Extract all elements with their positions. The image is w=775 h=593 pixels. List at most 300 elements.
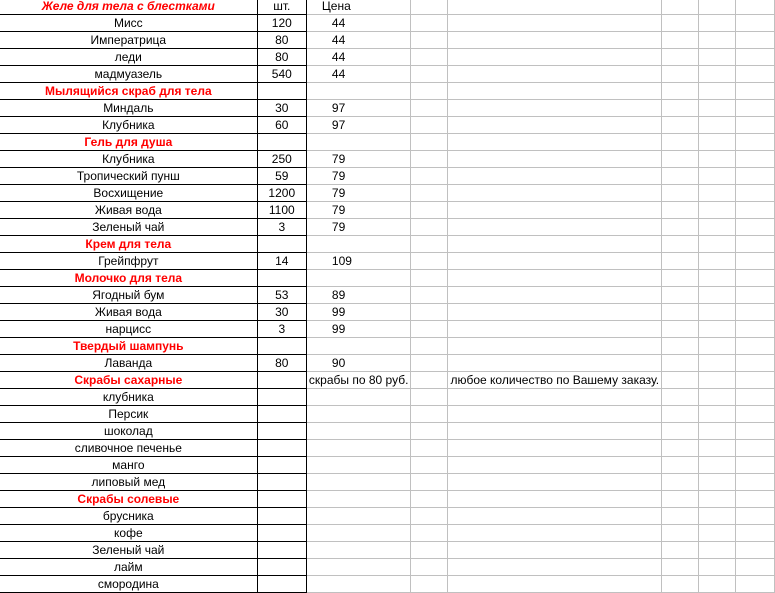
qty-cell[interactable]: [257, 134, 306, 151]
price-cell[interactable]: [306, 576, 411, 593]
empty-cell[interactable]: [699, 440, 736, 457]
product-name-cell[interactable]: Живая вода: [0, 304, 257, 321]
empty-cell[interactable]: [736, 338, 775, 355]
empty-cell[interactable]: [662, 49, 699, 66]
price-cell[interactable]: 79: [306, 168, 411, 185]
empty-cell[interactable]: [411, 32, 448, 49]
empty-cell[interactable]: [699, 559, 736, 576]
qty-cell[interactable]: [257, 83, 306, 100]
section-title-cell[interactable]: Мылящийся скраб для тела: [0, 83, 257, 100]
empty-cell[interactable]: [662, 168, 699, 185]
empty-cell[interactable]: [699, 287, 736, 304]
qty-cell[interactable]: 3: [257, 219, 306, 236]
empty-cell[interactable]: [411, 474, 448, 491]
product-name-cell[interactable]: клубника: [0, 389, 257, 406]
price-cell[interactable]: 44: [306, 15, 411, 32]
empty-cell[interactable]: [411, 440, 448, 457]
price-cell[interactable]: 79: [306, 185, 411, 202]
qty-cell[interactable]: [257, 338, 306, 355]
qty-cell[interactable]: [257, 389, 306, 406]
qty-cell[interactable]: [257, 372, 306, 389]
empty-cell[interactable]: [662, 202, 699, 219]
table-row: [0, 202, 775, 219]
price-cell[interactable]: [306, 134, 411, 151]
price-cell[interactable]: 44: [306, 32, 411, 49]
empty-cell[interactable]: [736, 270, 775, 287]
empty-cell[interactable]: [411, 508, 448, 525]
empty-cell[interactable]: [448, 338, 662, 355]
qty-cell[interactable]: [257, 542, 306, 559]
empty-cell[interactable]: [662, 389, 699, 406]
price-cell[interactable]: [306, 389, 411, 406]
empty-cell[interactable]: [662, 236, 699, 253]
empty-cell[interactable]: [411, 457, 448, 474]
empty-cell[interactable]: [699, 15, 736, 32]
price-cell[interactable]: 89: [306, 287, 411, 304]
product-name-cell[interactable]: мадмуазель: [0, 66, 257, 83]
product-name-cell[interactable]: лайм: [0, 559, 257, 576]
qty-cell[interactable]: 80: [257, 49, 306, 66]
empty-cell[interactable]: [736, 0, 775, 15]
product-name-cell[interactable]: Клубника: [0, 151, 257, 168]
empty-cell[interactable]: [736, 389, 775, 406]
product-name-cell[interactable]: леди: [0, 49, 257, 66]
empty-cell[interactable]: [736, 66, 775, 83]
price-cell[interactable]: 99: [306, 321, 411, 338]
empty-cell[interactable]: [448, 525, 662, 542]
empty-cell[interactable]: [736, 474, 775, 491]
qty-cell[interactable]: 80: [257, 355, 306, 372]
empty-cell[interactable]: [448, 491, 662, 508]
empty-cell[interactable]: [411, 202, 448, 219]
section-title-cell[interactable]: Твердый шампунь: [0, 338, 257, 355]
qty-cell[interactable]: [257, 457, 306, 474]
product-name-cell[interactable]: кофе: [0, 525, 257, 542]
empty-cell[interactable]: [662, 304, 699, 321]
section-row: [0, 236, 775, 253]
empty-cell[interactable]: [411, 355, 448, 372]
empty-cell[interactable]: [699, 49, 736, 66]
table-row: [0, 66, 775, 83]
section-row: [0, 491, 775, 508]
table-row: [0, 287, 775, 304]
empty-cell[interactable]: [662, 474, 699, 491]
empty-cell[interactable]: [411, 287, 448, 304]
empty-cell[interactable]: [699, 576, 736, 593]
table-row: [0, 304, 775, 321]
section-title-cell[interactable]: Желе для тела с блестками: [0, 0, 257, 15]
qty-cell[interactable]: 30: [257, 304, 306, 321]
empty-cell[interactable]: [448, 219, 662, 236]
empty-cell[interactable]: [699, 219, 736, 236]
empty-cell[interactable]: [448, 440, 662, 457]
empty-cell[interactable]: [448, 100, 662, 117]
qty-cell[interactable]: [257, 423, 306, 440]
table-row: [0, 355, 775, 372]
empty-cell[interactable]: [736, 49, 775, 66]
section-row: [0, 372, 775, 389]
empty-cell[interactable]: [736, 406, 775, 423]
empty-cell[interactable]: [411, 321, 448, 338]
empty-cell[interactable]: [699, 372, 736, 389]
note-cell[interactable]: любое количество по Вашему заказу.: [448, 372, 662, 389]
price-cell[interactable]: [306, 338, 411, 355]
empty-cell[interactable]: [736, 508, 775, 525]
empty-cell[interactable]: [699, 304, 736, 321]
empty-cell[interactable]: [736, 423, 775, 440]
empty-cell[interactable]: [736, 440, 775, 457]
empty-cell[interactable]: [662, 406, 699, 423]
product-name-cell[interactable]: Мисс: [0, 15, 257, 32]
empty-cell[interactable]: [448, 457, 662, 474]
empty-cell[interactable]: [699, 236, 736, 253]
empty-cell[interactable]: [448, 15, 662, 32]
price-cell[interactable]: [306, 457, 411, 474]
empty-cell[interactable]: [448, 117, 662, 134]
product-name-cell[interactable]: Грейпфрут: [0, 253, 257, 270]
empty-cell[interactable]: [411, 151, 448, 168]
empty-cell[interactable]: [736, 185, 775, 202]
product-name-cell[interactable]: нарцисс: [0, 321, 257, 338]
empty-cell[interactable]: [448, 474, 662, 491]
empty-cell[interactable]: [448, 134, 662, 151]
empty-cell[interactable]: [736, 542, 775, 559]
empty-cell[interactable]: [662, 491, 699, 508]
empty-cell[interactable]: [448, 270, 662, 287]
empty-cell[interactable]: [411, 219, 448, 236]
price-cell[interactable]: [306, 270, 411, 287]
section-title-cell[interactable]: Крем для тела: [0, 236, 257, 253]
price-cell[interactable]: [306, 236, 411, 253]
empty-cell[interactable]: [662, 423, 699, 440]
empty-cell[interactable]: [736, 15, 775, 32]
empty-cell[interactable]: [699, 151, 736, 168]
empty-cell[interactable]: [736, 32, 775, 49]
qty-cell[interactable]: [257, 440, 306, 457]
product-name-cell[interactable]: сливочное печенье: [0, 440, 257, 457]
price-cell[interactable]: 79: [306, 202, 411, 219]
price-cell[interactable]: [306, 406, 411, 423]
section-title-cell[interactable]: Молочко для тела: [0, 270, 257, 287]
empty-cell[interactable]: [699, 389, 736, 406]
qty-cell[interactable]: [257, 559, 306, 576]
table-row: [0, 423, 775, 440]
empty-cell[interactable]: [736, 287, 775, 304]
empty-cell[interactable]: [736, 236, 775, 253]
empty-cell[interactable]: [448, 389, 662, 406]
empty-cell[interactable]: [448, 83, 662, 100]
empty-cell[interactable]: [662, 338, 699, 355]
empty-cell[interactable]: [699, 525, 736, 542]
empty-cell[interactable]: [411, 134, 448, 151]
price-cell[interactable]: 79: [306, 219, 411, 236]
price-header-cell[interactable]: Цена: [306, 0, 411, 15]
price-cell[interactable]: 44: [306, 49, 411, 66]
empty-cell[interactable]: [699, 202, 736, 219]
empty-cell[interactable]: [448, 32, 662, 49]
empty-cell[interactable]: [662, 287, 699, 304]
empty-cell[interactable]: [662, 559, 699, 576]
empty-cell[interactable]: [699, 134, 736, 151]
empty-cell[interactable]: [699, 338, 736, 355]
empty-cell[interactable]: [699, 66, 736, 83]
empty-cell[interactable]: [411, 253, 448, 270]
empty-cell[interactable]: [699, 83, 736, 100]
empty-cell[interactable]: [448, 321, 662, 338]
price-cell[interactable]: [306, 474, 411, 491]
empty-cell[interactable]: [736, 525, 775, 542]
price-cell[interactable]: [306, 423, 411, 440]
empty-cell[interactable]: [448, 406, 662, 423]
empty-cell[interactable]: [448, 0, 662, 15]
section-title-cell[interactable]: Скрабы сахарные: [0, 372, 257, 389]
price-cell[interactable]: 79: [306, 151, 411, 168]
empty-cell[interactable]: [699, 457, 736, 474]
price-cell[interactable]: 90: [306, 355, 411, 372]
empty-cell[interactable]: [662, 219, 699, 236]
empty-cell[interactable]: [699, 168, 736, 185]
qty-cell[interactable]: [257, 525, 306, 542]
empty-cell[interactable]: [448, 508, 662, 525]
empty-cell[interactable]: [662, 185, 699, 202]
empty-cell[interactable]: [736, 253, 775, 270]
section-title-cell[interactable]: Гель для душа: [0, 134, 257, 151]
empty-cell[interactable]: [411, 168, 448, 185]
empty-cell[interactable]: [411, 185, 448, 202]
empty-cell[interactable]: [662, 83, 699, 100]
empty-cell[interactable]: [411, 372, 448, 389]
empty-cell[interactable]: [411, 338, 448, 355]
qty-cell[interactable]: 53: [257, 287, 306, 304]
empty-cell[interactable]: [736, 559, 775, 576]
empty-cell[interactable]: [699, 491, 736, 508]
empty-cell[interactable]: [411, 542, 448, 559]
empty-cell[interactable]: [699, 32, 736, 49]
empty-cell[interactable]: [699, 474, 736, 491]
qty-cell[interactable]: [257, 474, 306, 491]
empty-cell[interactable]: [699, 117, 736, 134]
qty-cell[interactable]: 60: [257, 117, 306, 134]
product-name-cell[interactable]: брусника: [0, 508, 257, 525]
empty-cell[interactable]: [448, 576, 662, 593]
empty-cell[interactable]: [411, 83, 448, 100]
empty-cell[interactable]: [662, 440, 699, 457]
qty-cell[interactable]: 540: [257, 66, 306, 83]
qty-cell[interactable]: 30: [257, 100, 306, 117]
empty-cell[interactable]: [662, 117, 699, 134]
price-cell[interactable]: 97: [306, 117, 411, 134]
empty-cell[interactable]: [411, 270, 448, 287]
qty-cell[interactable]: [257, 270, 306, 287]
product-name-cell[interactable]: липовый мед: [0, 474, 257, 491]
empty-cell[interactable]: [448, 49, 662, 66]
empty-cell[interactable]: [736, 219, 775, 236]
empty-cell[interactable]: [411, 406, 448, 423]
price-cell[interactable]: [306, 525, 411, 542]
table-row: [0, 15, 775, 32]
table-row: [0, 185, 775, 202]
product-name-cell[interactable]: Восхищение: [0, 185, 257, 202]
qty-cell[interactable]: [257, 491, 306, 508]
empty-cell[interactable]: [448, 168, 662, 185]
product-name-cell[interactable]: Клубника: [0, 117, 257, 134]
empty-cell[interactable]: [736, 100, 775, 117]
empty-cell[interactable]: [411, 15, 448, 32]
price-cell[interactable]: [306, 440, 411, 457]
qty-cell[interactable]: 59: [257, 168, 306, 185]
empty-cell[interactable]: [662, 457, 699, 474]
empty-cell[interactable]: [411, 0, 448, 15]
qty-cell[interactable]: [257, 508, 306, 525]
empty-cell[interactable]: [699, 406, 736, 423]
empty-cell[interactable]: [662, 270, 699, 287]
empty-cell[interactable]: [411, 304, 448, 321]
price-cell[interactable]: 99: [306, 304, 411, 321]
qty-cell[interactable]: [257, 406, 306, 423]
empty-cell[interactable]: [448, 202, 662, 219]
empty-cell[interactable]: [662, 355, 699, 372]
empty-cell[interactable]: [736, 202, 775, 219]
empty-cell[interactable]: [448, 287, 662, 304]
empty-cell[interactable]: [448, 66, 662, 83]
empty-cell[interactable]: [448, 559, 662, 576]
qty-header-cell[interactable]: шт.: [257, 0, 306, 15]
empty-cell[interactable]: [736, 355, 775, 372]
qty-cell[interactable]: [257, 236, 306, 253]
empty-cell[interactable]: [411, 423, 448, 440]
product-name-cell[interactable]: Зеленый чай: [0, 219, 257, 236]
qty-cell[interactable]: 80: [257, 32, 306, 49]
empty-cell[interactable]: [411, 491, 448, 508]
product-name-cell[interactable]: смородина: [0, 576, 257, 593]
qty-cell[interactable]: 250: [257, 151, 306, 168]
empty-cell[interactable]: [662, 372, 699, 389]
empty-cell[interactable]: [699, 253, 736, 270]
product-name-cell[interactable]: Ягодный бум: [0, 287, 257, 304]
empty-cell[interactable]: [662, 15, 699, 32]
empty-cell[interactable]: [411, 576, 448, 593]
product-name-cell[interactable]: Лаванда: [0, 355, 257, 372]
note-cell[interactable]: скрабы по 80 руб.: [306, 372, 411, 389]
empty-cell[interactable]: [411, 117, 448, 134]
qty-cell[interactable]: 120: [257, 15, 306, 32]
price-cell[interactable]: [306, 559, 411, 576]
price-cell[interactable]: [306, 491, 411, 508]
price-cell[interactable]: 44: [306, 66, 411, 83]
product-name-cell[interactable]: Живая вода: [0, 202, 257, 219]
price-cell[interactable]: 109: [306, 253, 411, 270]
product-name-cell[interactable]: Зеленый чай: [0, 542, 257, 559]
empty-cell[interactable]: [448, 355, 662, 372]
empty-cell[interactable]: [662, 321, 699, 338]
empty-cell[interactable]: [699, 100, 736, 117]
price-cell[interactable]: [306, 83, 411, 100]
empty-cell[interactable]: [699, 270, 736, 287]
empty-cell[interactable]: [662, 0, 699, 15]
empty-cell[interactable]: [662, 542, 699, 559]
empty-cell[interactable]: [411, 389, 448, 406]
product-name-cell[interactable]: шоколад: [0, 423, 257, 440]
table-row: [0, 168, 775, 185]
empty-cell[interactable]: [411, 100, 448, 117]
empty-cell[interactable]: [736, 576, 775, 593]
qty-cell[interactable]: [257, 576, 306, 593]
qty-cell[interactable]: 1200: [257, 185, 306, 202]
empty-cell[interactable]: [699, 508, 736, 525]
empty-cell[interactable]: [662, 66, 699, 83]
empty-cell[interactable]: [411, 559, 448, 576]
table-row: [0, 406, 775, 423]
empty-cell[interactable]: [736, 321, 775, 338]
empty-cell[interactable]: [448, 236, 662, 253]
empty-cell[interactable]: [411, 525, 448, 542]
empty-cell[interactable]: [411, 236, 448, 253]
price-cell[interactable]: 97: [306, 100, 411, 117]
empty-cell[interactable]: [448, 151, 662, 168]
empty-cell[interactable]: [736, 117, 775, 134]
table-row: [0, 559, 775, 576]
section-row: [0, 270, 775, 287]
empty-cell[interactable]: [736, 168, 775, 185]
empty-cell[interactable]: [699, 542, 736, 559]
empty-cell[interactable]: [662, 100, 699, 117]
price-cell[interactable]: [306, 508, 411, 525]
product-name-cell[interactable]: Императрица: [0, 32, 257, 49]
empty-cell[interactable]: [699, 423, 736, 440]
product-name-cell[interactable]: Тропический пунш: [0, 168, 257, 185]
empty-cell[interactable]: [662, 32, 699, 49]
qty-cell[interactable]: 14: [257, 253, 306, 270]
table-row: [0, 117, 775, 134]
empty-cell[interactable]: [736, 457, 775, 474]
empty-cell[interactable]: [736, 491, 775, 508]
empty-cell[interactable]: [662, 134, 699, 151]
qty-cell[interactable]: 3: [257, 321, 306, 338]
product-name-cell[interactable]: манго: [0, 457, 257, 474]
empty-cell[interactable]: [736, 151, 775, 168]
qty-cell[interactable]: 1100: [257, 202, 306, 219]
empty-cell[interactable]: [662, 151, 699, 168]
empty-cell[interactable]: [448, 185, 662, 202]
empty-cell[interactable]: [736, 134, 775, 151]
empty-cell[interactable]: [699, 0, 736, 15]
empty-cell[interactable]: [448, 304, 662, 321]
empty-cell[interactable]: [411, 49, 448, 66]
table-row: [0, 474, 775, 491]
empty-cell[interactable]: [662, 576, 699, 593]
empty-cell[interactable]: [699, 355, 736, 372]
price-cell[interactable]: [306, 542, 411, 559]
empty-cell[interactable]: [448, 253, 662, 270]
empty-cell[interactable]: [411, 66, 448, 83]
empty-cell[interactable]: [736, 83, 775, 100]
product-name-cell[interactable]: Персик: [0, 406, 257, 423]
empty-cell[interactable]: [662, 508, 699, 525]
product-name-cell[interactable]: Миндаль: [0, 100, 257, 117]
empty-cell[interactable]: [448, 423, 662, 440]
table-row: [0, 32, 775, 49]
table-row: [0, 508, 775, 525]
section-row: [0, 338, 775, 355]
empty-cell[interactable]: [662, 253, 699, 270]
empty-cell[interactable]: [736, 304, 775, 321]
empty-cell[interactable]: [662, 525, 699, 542]
empty-cell[interactable]: [699, 185, 736, 202]
empty-cell[interactable]: [699, 321, 736, 338]
empty-cell[interactable]: [448, 542, 662, 559]
section-title-cell[interactable]: Скрабы солевые: [0, 491, 257, 508]
empty-cell[interactable]: [736, 372, 775, 389]
